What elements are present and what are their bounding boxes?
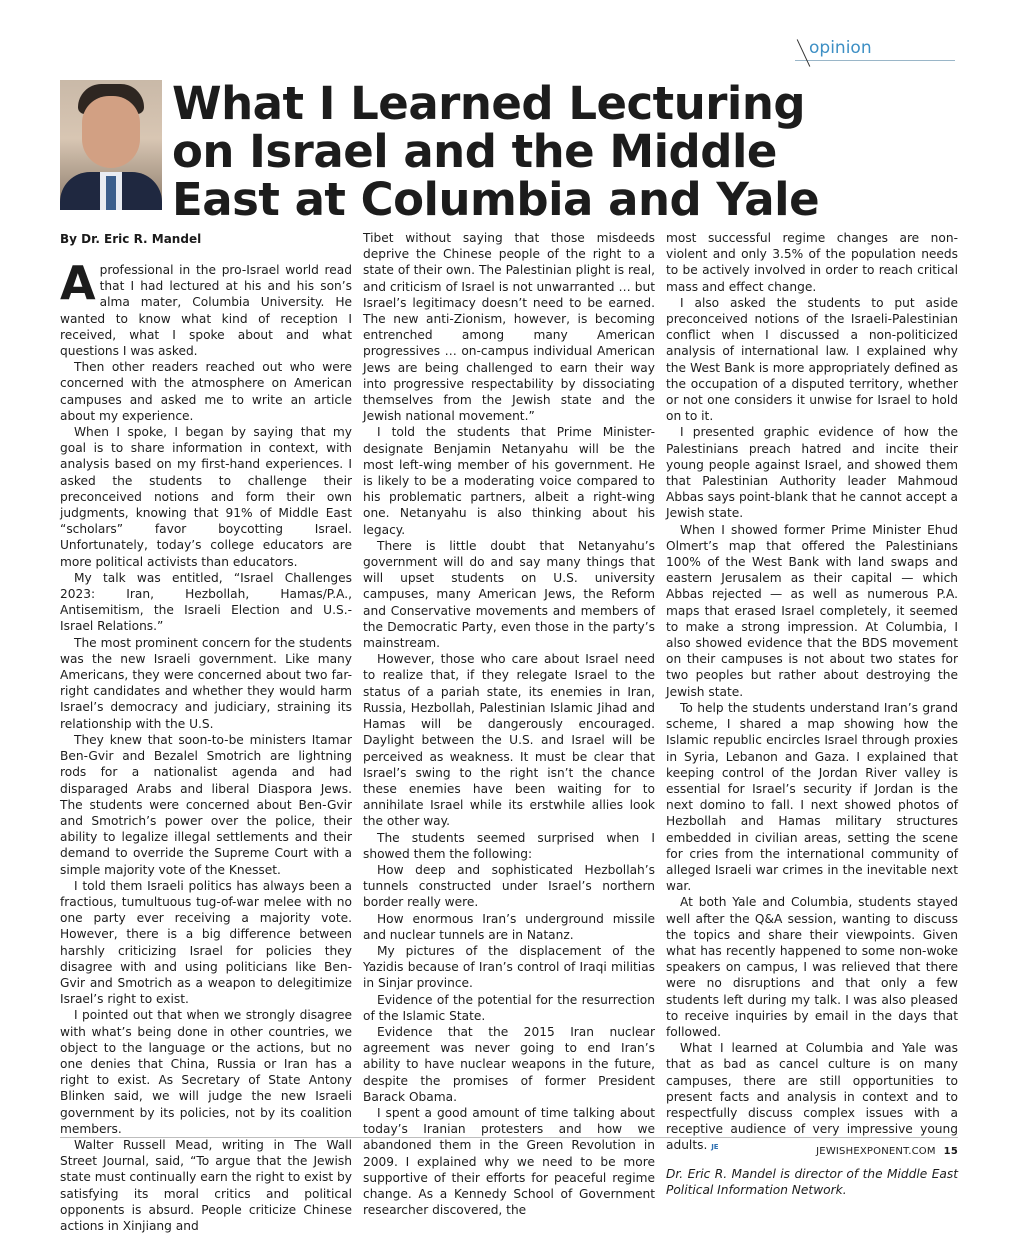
paragraph: I told them Israeli politics has always been a fractious, tumultuous tug-of-war melee with no one party ever receiving a majority vote. However, there is a big difference between harshly criticizing Israel for policies they disagree with and using politicians like Ben-Gvir and Smotrich as a weapon to delegitimize Israel’s right to exist. (60, 878, 352, 1007)
paragraph: At both Yale and Columbia, students stayed well after the Q&A session, wanting to discuss the topics and share their viewpoints. Given what has recently happened to some non-woke speakers on campus, I was relieved that there were no disruptions and that only a few students left during my talk. I was also pleased to receive inquiries by email in the days that followed. (666, 895, 958, 1039)
paragraph: To help the students understand Iran’s grand scheme, I shared a map showing how the Islamic republic encircles Israel through proxies in Syria, Lebanon and Gaza. I explained that keeping control of the Jordan River valley is essential for Israel’s security if Jordan is the next domino to fall. I next showed photos of Hezbollah and Hamas military structures embedded in civilian areas, setting the scene for cries from the international community of alleged Israeli war crimes in the inevitable next war. (666, 700, 958, 894)
paragraph: Then other readers reached out who were concerned with the atmosphere on American campuses and asked me to write an article about my experience. (60, 360, 352, 423)
author-photo (60, 80, 162, 210)
section-tag (795, 36, 955, 62)
page-footer (700, 1146, 958, 1157)
section-rule (795, 60, 955, 61)
article-column-2 (363, 230, 655, 1218)
footer-rule (60, 1137, 958, 1138)
author-bio: Dr. Eric R. Mandel is director of the Middle East Political Information Network. (666, 1166, 958, 1197)
paragraph: I also asked the students to put aside preconceived notions of the Israeli-Palestinian conflict when I discussed a non-politicized analysis of international law. I explained why the West Bank is more appropriately defined as the occupation of a disputed territory, whether or not one considers it unwise for Israel to hold on to it. (666, 295, 958, 424)
paragraph: How deep and sophisticated Hezbollah’s tunnels constructed under Israel’s northern border really were. (363, 862, 655, 910)
paragraph: They knew that soon-to-be ministers Itamar Ben-Gvir and Bezalel Smotrich are lightning rods for a nationalist agenda and had disparaged Arabs and liberal Diaspora Jews. The students were concerned about Ben-Gvir and Smotrich’s power over the police, their ability to legalize illegal settlements and their demand to override the Supreme Court with a simple majority vote of the Knesset. (60, 732, 352, 877)
section-label: opinion (809, 38, 872, 58)
paragraph: The students seemed surprised when I showed them the following: (363, 830, 655, 861)
paragraph: I pointed out that when we strongly disagree with what’s being done in other countries, we object to the language or the actions, but no one denies that China, Russia or Iran has a right to exist. As Secretary of State Antony Blinken said, we will judge the new Israeli government by its policies, not by its coalition members. (60, 1008, 352, 1136)
paragraph: I presented graphic evidence of how the Palestinians preach hatred and incite their young people against Israel, and showed them that Palestinian Authority leader Mahmoud Abbas says point-blank that he cannot accept a Jewish state. (666, 425, 958, 521)
paragraph: How enormous Iran’s underground missile and nuclear tunnels are in Natanz. (363, 911, 655, 942)
headline: What I Learned Lecturing on Israel and the Middle East at Columbia and Yale (172, 77, 820, 226)
page-number: 15 (943, 1146, 958, 1157)
article-column-3 (666, 230, 958, 1198)
paragraph: However, those who care about Israel need to realize that, if they relegate Israel to the status of a pariah state, its enemies in Iran, Russia, Hezbollah, Palestinian Islamic Jihad and Hamas will be dangerously encouraged. Daylight between the U.S. and Israel will be perceived as weakness. It must be clear that Israel’s swing to the right isn’t the chance these enemies have been waiting for to annihilate Israel while its erstwhile allies look the other way. (363, 652, 655, 829)
paragraph: I spent a good amount of time talking about today’s Iranian protesters and how we abandoned them in the Green Revolution in 2009. I explained why we need to be more supportive of their efforts for peaceful regime change. As a Kennedy School of Government researcher discovered, the (363, 1105, 655, 1218)
paragraph: I told the students that Prime Minister-designate Benjamin Netanyahu will be the most left-wing member of his government. He is likely to be a moderating voice compared to his problematic partners, albeit a right-wing one. Netanyahu is also thinking about his legacy. (363, 425, 655, 537)
footer-site[interactable]: JEWISHEXPONENT.COM (816, 1146, 936, 1157)
paragraph: Tibet without saying that those misdeeds deprive the Chinese people of the right to a state of their own. The Palestinian plight is real, and criticism of Israel is not unwarranted … but Israel’s legitimacy doesn’t need to be earned. The new anti-Zionism, however, is becoming entrenched among many American progressives … on-campus individual American Jews are being challenged to earn their way into progressive respectability by dissociating themselves from the Jewish state and the Jewish national movement.” (363, 231, 655, 424)
paragraph: Evidence of the potential for the resurrection of the Islamic State. (363, 992, 655, 1023)
paragraph: Evidence that the 2015 Iran nuclear agreement was never going to end Iran’s ability to have nuclear weapons in the future, despite the promises of former President Barack Obama. (363, 1024, 655, 1104)
paragraph: most successful regime changes are non-violent and only 3.5% of the population needs to be actively involved in order to reach critical mass and effect change. (666, 231, 958, 294)
paragraph: A professional in the pro-Israel world read that I had lectured at his and his son’s alma mater, Columbia University. He wanted to know what kind of reception I received, what I spoke about and what questions I was asked. (60, 256, 352, 359)
paragraph: What I learned at Columbia and Yale was that as bad as cancel culture is on many campuses, there are still opportunities to present facts and analysis in context and to respectfully discuss complex issues with a receptive audience of very impressive young adults. JE (666, 1041, 958, 1153)
paragraph: When I showed former Prime Minister Ehud Olmert’s map that offered the Palestinians 100% of the West Bank with land swaps and eastern Jerusalem as their capital — which Abbas rejected — as well as numerous P.A. maps that erased Israel completely, it seemed to make a strong impression. At Columbia, I also showed evidence that the BDS movement on their campuses is not about two states for two peoples but rather about destroying the Jewish state. (666, 522, 958, 699)
paragraph: There is little doubt that Netanyahu’s government will do and say many things that will upset students on U.S. university campuses, many American Jews, the Reform and Conservative movements and members of the Democratic Party, even those in the party’s mainstream. (363, 538, 655, 651)
paragraph: My pictures of the displacement of the Yazidis because of Iran’s control of Iraqi militias in Sinjar province. (363, 943, 655, 991)
paragraph: When I spoke, I began by saying that my goal is to share information in context, with analysis based on my first-hand experiences. I asked the students to challenge their preconceived notions and form their own judgments, knowing that 91% of Middle East “scholars” favor boycotting Israel. Unfortunately, today’s college educators are more political activists than educators. (60, 425, 352, 569)
article-column-1 (60, 256, 352, 1234)
dropcap: A (60, 256, 96, 310)
byline: By Dr. Eric R. Mandel (60, 232, 202, 246)
paragraph: Walter Russell Mead, writing in The Wall Street Journal, said, “To argue that the Jewish state must continually earn the right to exist by satisfying its moral critics and political opponents is absurd. People criticize Chinese actions in Xinjiang and (60, 1137, 352, 1233)
paragraph: My talk was entitled, “Israel Challenges 2023: Iran, Hezbollah, Hamas/P.A., Antisemitism, the Israeli Election and U.S.-Israel Relations.” (60, 570, 352, 634)
end-mark: JE (711, 1143, 719, 1152)
paragraph: The most prominent concern for the students was the new Israeli government. Like many Americans, they were concerned about two far-right candidates and whether they would harm Israel’s democracy and judiciary, straining its relationship with the U.S. (60, 635, 352, 731)
